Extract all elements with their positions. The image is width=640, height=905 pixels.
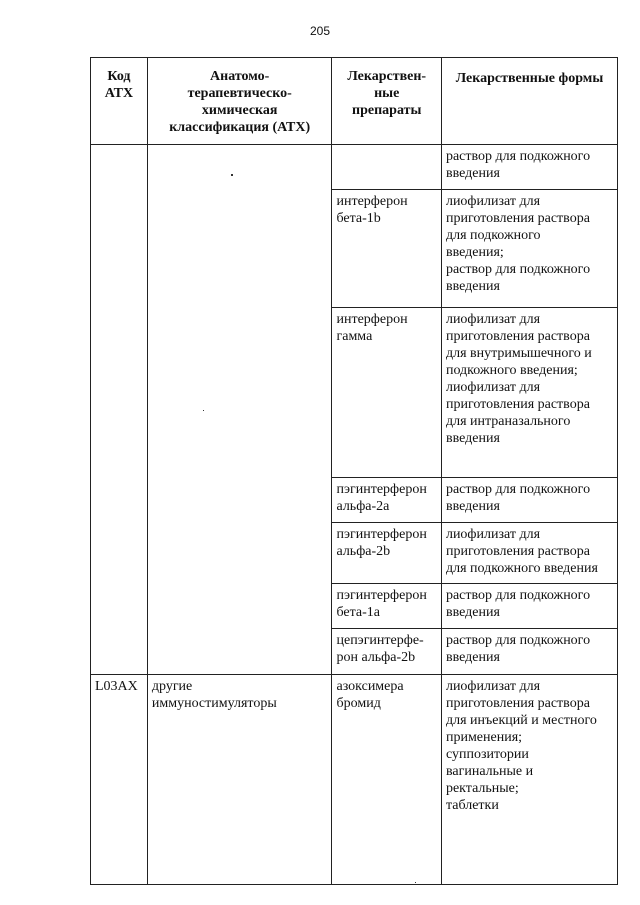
- forms-cell: раствор для подкожного введения: [441, 584, 617, 629]
- table-row: [91, 145, 618, 190]
- page-number: 205: [309, 24, 331, 38]
- drug-cell: пэгинтерферон бета-1a: [332, 584, 441, 629]
- table-header-row: [91, 58, 618, 145]
- header-drugs: Лекарствен- ные препараты: [332, 58, 441, 145]
- forms-cell: раствор для подкожного введения: [441, 478, 617, 523]
- forms-cell: лиофилизат для приготовления раствора для внутримышечного и подкожного введения; лиофилизат для приготовления раствора для интраназального введения: [441, 308, 617, 478]
- forms-cell: лиофилизат для приготовления раствора для подкожного введения: [441, 523, 617, 584]
- drug-cell: интерферон бета-1b: [332, 190, 441, 308]
- forms-cell: лиофилизат для приготовления раствора для подкожного введения; раствор для подкожного введения: [441, 190, 617, 308]
- scan-speck: [231, 174, 233, 176]
- code-cell: L03AX: [91, 675, 148, 885]
- scan-speck: [203, 410, 204, 411]
- header-forms: Лекарственные формы: [441, 58, 617, 145]
- drug-cell: [332, 145, 441, 190]
- drug-cell: пэгинтерферон альфа-2a: [332, 478, 441, 523]
- code-cell-empty: [91, 145, 148, 675]
- forms-cell: раствор для подкожного введения: [441, 629, 617, 675]
- classification-cell-empty: [147, 145, 332, 675]
- drug-cell: интерферон гамма: [332, 308, 441, 478]
- drug-cell: азоксимера бромид: [332, 675, 441, 885]
- forms-cell: раствор для подкожного введения: [441, 145, 617, 190]
- header-classification: Анатомо- терапевтическо- химическая классификация (АТХ): [147, 58, 332, 145]
- classification-cell: другие иммуностимуляторы: [147, 675, 332, 885]
- scan-speck: [415, 882, 416, 883]
- drug-cell: пэгинтерферон альфа-2b: [332, 523, 441, 584]
- atx-drug-table: [90, 57, 618, 885]
- forms-cell: лиофилизат для приготовления раствора для инъекций и местного применения; суппозитории вагинальные и ректальные; таблетки: [441, 675, 617, 885]
- header-code: Код АТХ: [91, 58, 148, 145]
- table-row-l03ax: [91, 675, 618, 885]
- drug-cell: цепэгинтерфе- рон альфа-2b: [332, 629, 441, 675]
